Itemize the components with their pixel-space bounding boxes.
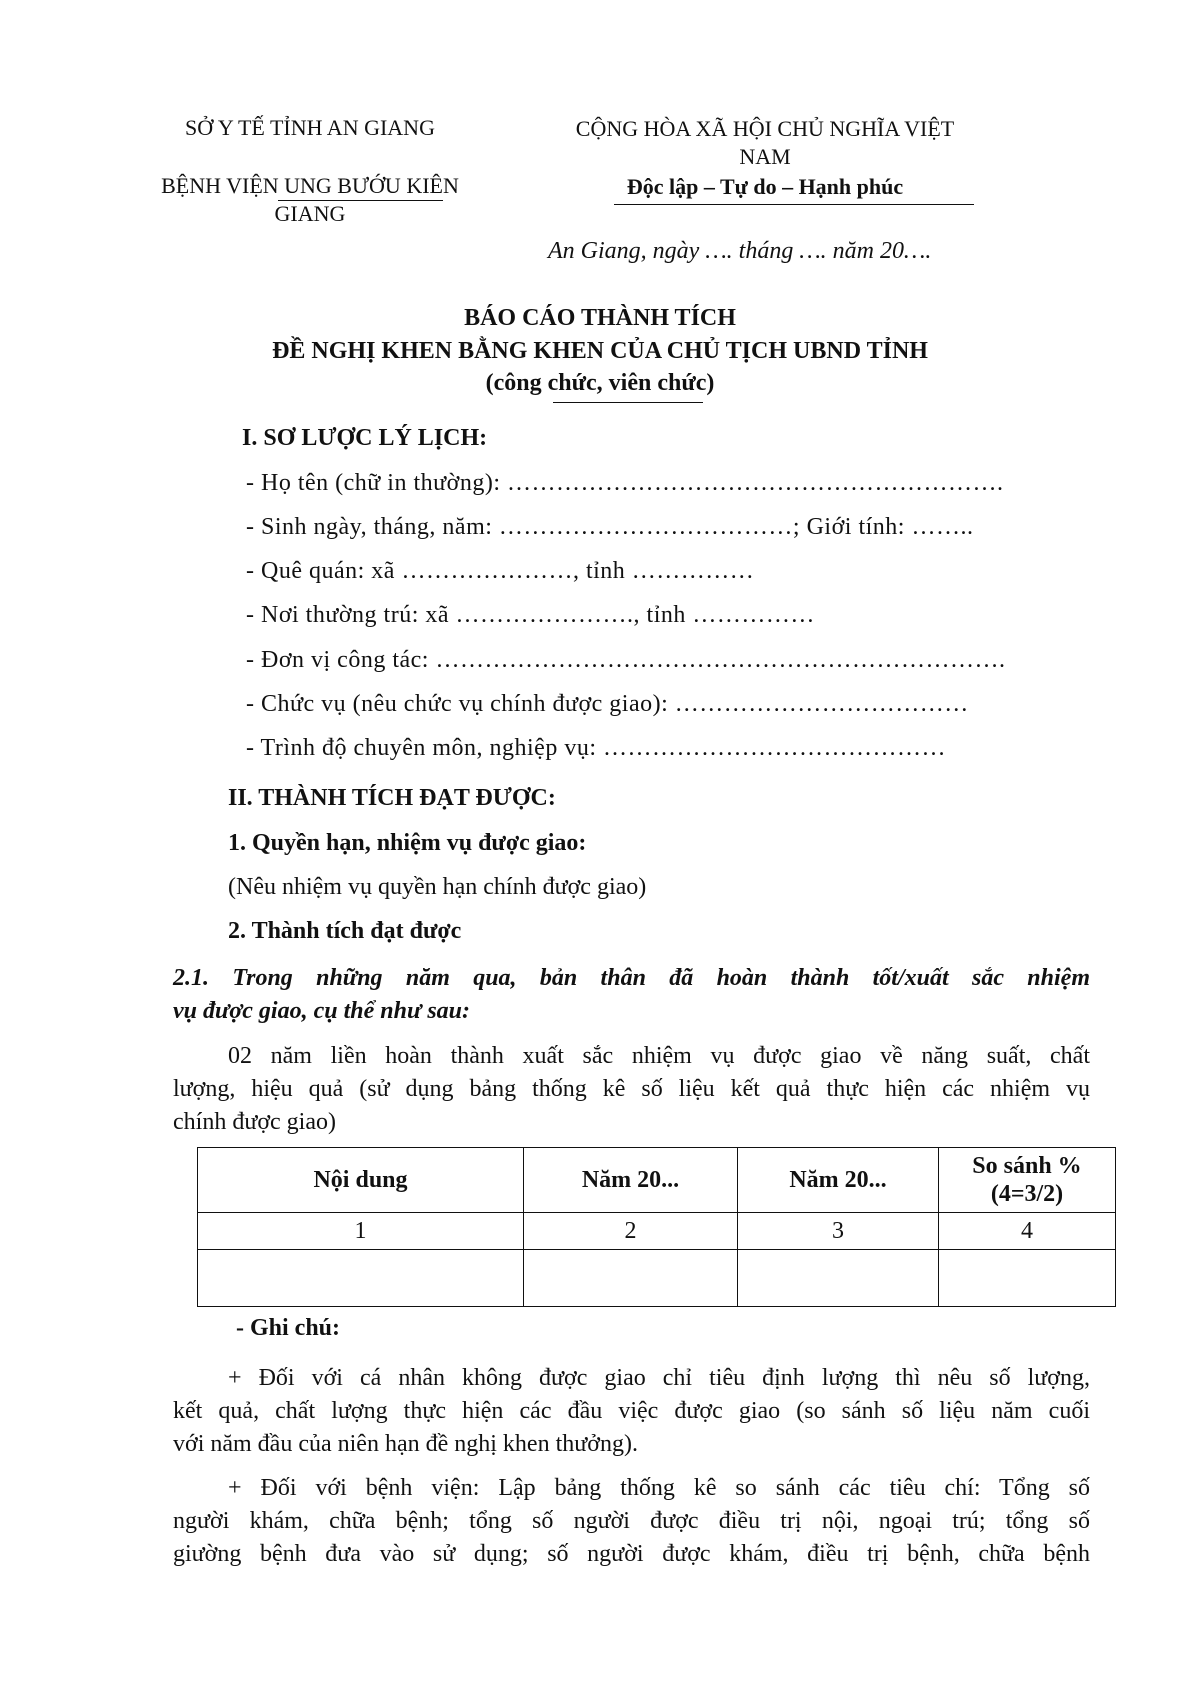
report-subtitle: ĐỀ NGHỊ KHEN BẰNG KHEN CỦA CHỦ TỊCH UBND TỈNH (272, 338, 928, 364)
org-name-hospital-line1: BỆNH VIỆN UNG BƯỚU KIÊN (161, 173, 459, 198)
national-title (545, 115, 985, 171)
notes-label-text: - Ghi chú: (236, 1315, 341, 1341)
section-2-heading: II. THÀNH TÍCH ĐẠT ĐƯỢC: (228, 785, 556, 811)
field-full-name: - Họ tên (chữ in thường): ……………………………………………………. (246, 470, 1004, 496)
note-hospital-line3: giường bệnh đưa vào sử dụng; số người được khám, điều trị bệnh, chữa bệnh (173, 1541, 1090, 1567)
achievement-2-1-line1: 2.1. Trong những năm qua, bản thân đã hoàn thành tốt/xuất sắc nhiệm (173, 965, 1090, 991)
note-individual-line3: với năm đầu của niên hạn đề nghị khen thưởng). (173, 1431, 638, 1457)
table-cell-number: 2 (524, 1213, 738, 1250)
field-birth-date: - Sinh ngày, tháng, năm: ………………………………; Giới tính: …….. (246, 514, 974, 540)
table-number-row (198, 1213, 1116, 1250)
table-empty-row (198, 1250, 1116, 1307)
achievement-paragraph-line1: 02 năm liền hoàn thành xuất sắc nhiệm vụ được giao về năng suất, chất (228, 1043, 1090, 1069)
note-hospital-line2: người khám, chữa bệnh; tổng số người được điều trị nội, ngoại trú; tổng số (173, 1508, 1090, 1534)
org-name-hospital-line2: GIANG (274, 201, 346, 226)
achievement-paragraph-line2: lượng, hiệu quả (sử dụng bảng thống kê số liệu kết quả thực hiện các nhiệm vụ (173, 1076, 1090, 1102)
col-header-comparison-formula: (4=3/2) (990, 1181, 1064, 1207)
national-title-line1: CỘNG HÒA XÃ HỘI CHỦ NGHĨA VIỆT (575, 116, 955, 141)
title-underline (553, 402, 703, 403)
duties-heading: 1. Quyền hạn, nhiệm vụ được giao: (228, 830, 587, 856)
achievement-2-1-line2: vụ được giao, cụ thể như sau: (173, 998, 470, 1024)
org-name-department: SỞ Y TẾ TỈNH AN GIANG (185, 115, 435, 140)
note-hospital (173, 1472, 1090, 1571)
field-position: - Chức vụ (nêu chức vụ chính được giao): ……………………………… (246, 691, 969, 717)
col-header-comparison (939, 1148, 1116, 1213)
note-individual-line1: + Đối với cá nhân không được giao chỉ tiêu định lượng thì nêu số lượng, (228, 1365, 1090, 1391)
table-cell-empty (738, 1250, 939, 1307)
table-cell-number: 3 (738, 1213, 939, 1250)
table-cell-empty (524, 1250, 738, 1307)
national-title-line2: NAM (739, 144, 791, 169)
field-qualification: - Trình độ chuyên môn, nghiệp vụ: …………………………………… (246, 735, 946, 761)
col-header-year-1: Năm 20... (524, 1148, 738, 1213)
field-residence: - Nơi thường trú: xã …………………., tỉnh …………… (246, 602, 815, 628)
org-underline (278, 200, 443, 201)
achievement-paragraph (173, 1040, 1090, 1139)
col-header-content: Nội dung (198, 1148, 524, 1213)
motto-underline (614, 204, 974, 205)
table-cell-number: 4 (939, 1213, 1116, 1250)
col-header-comparison-label: So sánh % (972, 1153, 1082, 1179)
date-line: An Giang, ngày …. tháng …. năm 20…. (548, 238, 932, 264)
statistics-table (197, 1147, 1116, 1307)
note-hospital-line1: + Đối với bệnh viện: Lập bảng thống kê so sánh các tiêu chí: Tổng số (228, 1475, 1090, 1501)
table-cell-number: 1 (198, 1213, 524, 1250)
table-cell-empty (198, 1250, 524, 1307)
notes-label (236, 1315, 340, 1342)
note-individual (173, 1362, 1090, 1461)
field-work-unit: - Đơn vị công tác: ……………………………………………………………. (246, 647, 1006, 673)
report-scope: (công chức, viên chức) (485, 370, 715, 396)
table-header-row (198, 1148, 1116, 1213)
achievement-paragraph-line3: chính được giao) (173, 1109, 336, 1135)
col-header-year-2: Năm 20... (738, 1148, 939, 1213)
note-individual-line2: kết quả, chất lượng thực hiện các đầu việc được giao (so sánh số liệu năm cuối (173, 1398, 1090, 1424)
report-title: BÁO CÁO THÀNH TÍCH (464, 305, 736, 331)
field-hometown: - Quê quán: xã …………………, tỉnh …………… (246, 558, 755, 584)
duties-text: (Nêu nhiệm vụ quyền hạn chính được giao) (228, 874, 647, 900)
section-1-heading: I. SƠ LƯỢC LÝ LỊCH: (242, 425, 488, 451)
national-motto: Độc lập – Tự do – Hạnh phúc (626, 174, 904, 199)
achievements-heading: 2. Thành tích đạt được (228, 918, 462, 944)
achievement-2-1-heading (173, 962, 1090, 1028)
table-cell-empty (939, 1250, 1116, 1307)
